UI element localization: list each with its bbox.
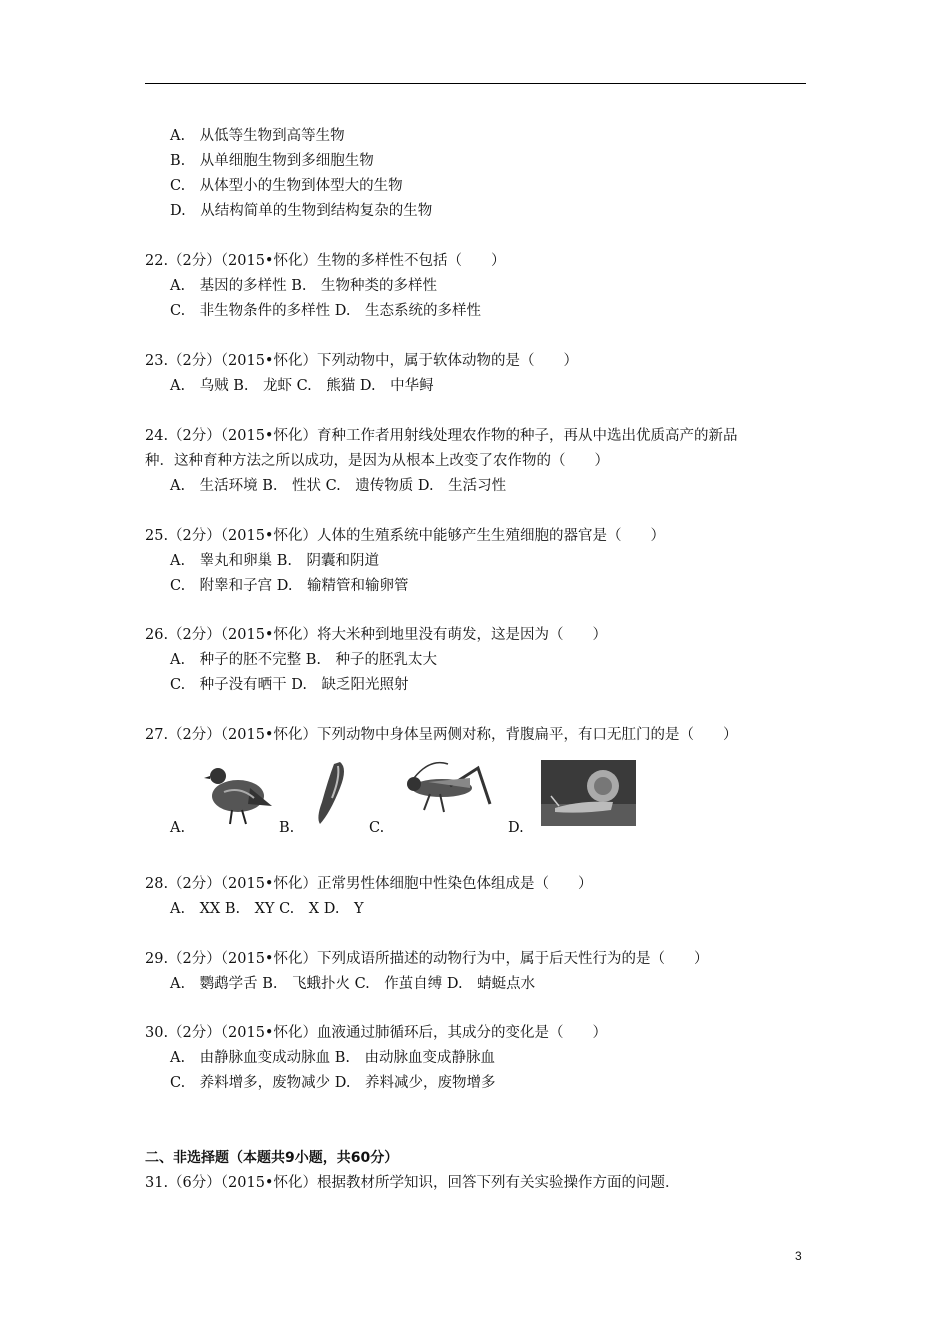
q23-options: A. 乌贼 B. 龙虾 C. 熊猫 D. 中华鲟 bbox=[170, 378, 434, 394]
q30-options-ab: A. 由静脉血变成动脉血 B. 由动脉血变成静脉血 bbox=[170, 1050, 495, 1066]
planarian-image bbox=[310, 758, 355, 828]
header-rule bbox=[145, 83, 806, 84]
q26-options-ab: A. 种子的胚不完整 B. 种子的胚乳太大 bbox=[170, 652, 437, 668]
q23-stem: 23.（2分）（2015•怀化）下列动物中，属于软体动物的是（ ） bbox=[145, 353, 578, 369]
q21-option-c: C. 从体型小的生物到体型大的生物 bbox=[170, 178, 403, 194]
page-number: 3 bbox=[795, 1249, 802, 1263]
grasshopper-image bbox=[400, 758, 498, 820]
q24-stem-line2: 种．这种育种方法之所以成功，是因为从根本上改变了农作物的（ ） bbox=[145, 453, 609, 469]
q25-options-cd: C. 附睾和子宫 D. 输精管和输卵管 bbox=[170, 578, 409, 594]
q27-stem: 27.（2分）（2015•怀化）下列动物中身体呈两侧对称，背腹扁平，有口无肛门的是（ ） bbox=[145, 727, 738, 743]
q24-stem-line1: 24.（2分）（2015•怀化）育种工作者用射线处理农作物的种子，再从中选出优质高产的新品 bbox=[145, 428, 738, 444]
pigeon-image bbox=[200, 758, 275, 828]
q21-option-a: A. 从低等生物到高等生物 bbox=[170, 128, 345, 144]
q29-options: A. 鹦鹉学舌 B. 飞蛾扑火 C. 作茧自缚 D. 蜻蜓点水 bbox=[170, 976, 536, 992]
section-heading: 二、非选择题（本题共9小题，共60分） bbox=[145, 1150, 399, 1166]
q28-options: A. XX B. XY C. X D. Y bbox=[170, 901, 364, 917]
q25-stem: 25.（2分）（2015•怀化）人体的生殖系统中能够产生生殖细胞的器官是（ ） bbox=[145, 528, 665, 544]
q30-stem: 30.（2分）（2015•怀化）血液通过肺循环后，其成分的变化是（ ） bbox=[145, 1025, 607, 1041]
q27-option-b: B. bbox=[279, 820, 295, 836]
q22-options-cd: C. 非生物条件的多样性 D. 生态系统的多样性 bbox=[170, 303, 482, 319]
snail-photo bbox=[541, 760, 636, 826]
q21-option-d: D. 从结构简单的生物到结构复杂的生物 bbox=[170, 203, 433, 219]
q26-stem: 26.（2分）（2015•怀化）将大米种到地里没有萌发，这是因为（ ） bbox=[145, 627, 607, 643]
q22-stem: 22.（2分）（2015•怀化）生物的多样性不包括（ ） bbox=[145, 253, 506, 269]
q24-options: A. 生活环境 B. 性状 C. 遗传物质 D. 生活习性 bbox=[170, 478, 507, 494]
q21-option-b: B. 从单细胞生物到多细胞生物 bbox=[170, 153, 374, 169]
q26-options-cd: C. 种子没有晒干 D. 缺乏阳光照射 bbox=[170, 677, 409, 693]
q27-option-c: C. bbox=[369, 820, 385, 836]
q28-stem: 28.（2分）（2015•怀化）正常男性体细胞中性染色体组成是（ ） bbox=[145, 876, 593, 892]
q25-options-ab: A. 睾丸和卵巢 B. 阴囊和阴道 bbox=[170, 553, 379, 569]
q27-option-a: A. bbox=[170, 820, 186, 836]
q27-option-d: D. bbox=[508, 820, 524, 836]
q30-options-cd: C. 养料增多，废物减少 D. 养料减少，废物增多 bbox=[170, 1075, 496, 1091]
q31-stem: 31.（6分）（2015•怀化）根据教材所学知识，回答下列有关实验操作方面的问题． bbox=[145, 1175, 680, 1191]
q22-options-ab: A. 基因的多样性 B. 生物种类的多样性 bbox=[170, 278, 437, 294]
q29-stem: 29.（2分）（2015•怀化）下列成语所描述的动物行为中，属于后天性行为的是（ ） bbox=[145, 951, 709, 967]
